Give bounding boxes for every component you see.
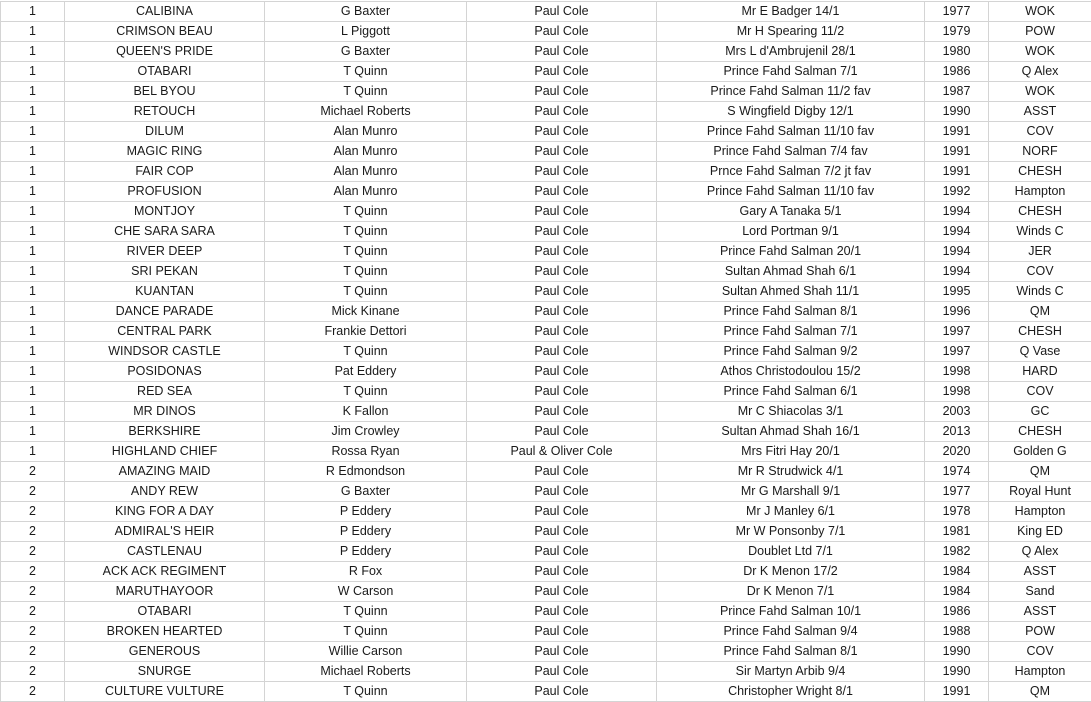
trainer-cell[interactable]: Paul Cole — [467, 682, 657, 702]
table-row — [1, 2, 1091, 22]
table-row — [1, 22, 1091, 42]
race-cell[interactable]: Hampton — [989, 182, 1091, 202]
table-row — [1, 382, 1091, 402]
owner-odds-cell[interactable]: Prince Fahd Salman 9/4 — [657, 622, 925, 642]
race-cell[interactable]: Golden G — [989, 442, 1091, 462]
horse-cell[interactable]: SNURGE — [65, 662, 265, 682]
place-cell[interactable]: 2 — [1, 682, 65, 702]
place-cell[interactable]: 1 — [1, 402, 65, 422]
jockey-cell[interactable]: K Fallon — [265, 402, 467, 422]
place-cell[interactable]: 1 — [1, 422, 65, 442]
place-cell[interactable]: 2 — [1, 522, 65, 542]
year-cell[interactable]: 1977 — [925, 482, 989, 502]
trainer-cell[interactable]: Paul Cole — [467, 162, 657, 182]
owner-odds-cell[interactable]: Sir Martyn Arbib 9/4 — [657, 662, 925, 682]
trainer-cell[interactable]: Paul Cole — [467, 142, 657, 162]
table-row — [1, 62, 1091, 82]
horse-cell[interactable]: KUANTAN — [65, 282, 265, 302]
year-cell[interactable]: 1994 — [925, 202, 989, 222]
owner-odds-cell[interactable]: Mr H Spearing 11/2 — [657, 22, 925, 42]
trainer-cell[interactable]: Paul Cole — [467, 62, 657, 82]
jockey-cell[interactable]: P Eddery — [265, 502, 467, 522]
year-cell[interactable]: 1991 — [925, 122, 989, 142]
table-row — [1, 122, 1091, 142]
table-row — [1, 442, 1091, 462]
table-body — [1, 2, 1091, 702]
trainer-cell[interactable]: Paul Cole — [467, 302, 657, 322]
owner-odds-cell[interactable]: Sultan Ahmad Shah 6/1 — [657, 262, 925, 282]
trainer-cell[interactable]: Paul Cole — [467, 582, 657, 602]
race-cell[interactable]: ASST — [989, 562, 1091, 582]
horse-cell[interactable]: RETOUCH — [65, 102, 265, 122]
trainer-cell[interactable]: Paul Cole — [467, 562, 657, 582]
jockey-cell[interactable]: Mick Kinane — [265, 302, 467, 322]
place-cell[interactable]: 1 — [1, 242, 65, 262]
trainer-cell[interactable]: Paul Cole — [467, 342, 657, 362]
horse-cell[interactable]: POSIDONAS — [65, 362, 265, 382]
place-cell[interactable]: 1 — [1, 222, 65, 242]
place-cell[interactable]: 2 — [1, 602, 65, 622]
race-cell[interactable]: Q Vase — [989, 342, 1091, 362]
jockey-cell[interactable]: R Edmondson — [265, 462, 467, 482]
trainer-cell[interactable]: Paul Cole — [467, 642, 657, 662]
table-row — [1, 622, 1091, 642]
jockey-cell[interactable]: G Baxter — [265, 482, 467, 502]
owner-odds-cell[interactable]: Mr C Shiacolas 3/1 — [657, 402, 925, 422]
jockey-cell[interactable]: Alan Munro — [265, 142, 467, 162]
horse-cell[interactable]: PROFUSION — [65, 182, 265, 202]
table-row — [1, 322, 1091, 342]
race-cell[interactable]: CHESH — [989, 202, 1091, 222]
trainer-cell[interactable]: Paul Cole — [467, 502, 657, 522]
owner-odds-cell[interactable]: Prince Fahd Salman 7/1 — [657, 62, 925, 82]
jockey-cell[interactable]: T Quinn — [265, 282, 467, 302]
place-cell[interactable]: 1 — [1, 442, 65, 462]
race-cell[interactable]: QM — [989, 462, 1091, 482]
table-row — [1, 422, 1091, 442]
race-cell[interactable]: CHESH — [989, 422, 1091, 442]
race-cell[interactable]: CHESH — [989, 162, 1091, 182]
table-row — [1, 662, 1091, 682]
horse-cell[interactable]: BEL BYOU — [65, 82, 265, 102]
place-cell[interactable]: 1 — [1, 362, 65, 382]
table-row — [1, 402, 1091, 422]
place-cell[interactable]: 2 — [1, 462, 65, 482]
horse-cell[interactable]: BERKSHIRE — [65, 422, 265, 442]
owner-odds-cell[interactable]: Athos Christodoulou 15/2 — [657, 362, 925, 382]
trainer-cell[interactable]: Paul Cole — [467, 542, 657, 562]
place-cell[interactable]: 1 — [1, 202, 65, 222]
jockey-cell[interactable]: Willie Carson — [265, 642, 467, 662]
race-cell[interactable]: King ED — [989, 522, 1091, 542]
race-cell[interactable]: GC — [989, 402, 1091, 422]
owner-odds-cell[interactable]: Prince Fahd Salman 7/1 — [657, 322, 925, 342]
trainer-cell[interactable]: Paul Cole — [467, 82, 657, 102]
horse-cell[interactable]: RED SEA — [65, 382, 265, 402]
owner-odds-cell[interactable]: Mr R Strudwick 4/1 — [657, 462, 925, 482]
table-row — [1, 582, 1091, 602]
jockey-cell[interactable]: Michael Roberts — [265, 102, 467, 122]
owner-odds-cell[interactable]: Christopher Wright 8/1 — [657, 682, 925, 702]
year-cell[interactable]: 1997 — [925, 322, 989, 342]
horse-cell[interactable]: CULTURE VULTURE — [65, 682, 265, 702]
race-cell[interactable]: ASST — [989, 602, 1091, 622]
jockey-cell[interactable]: W Carson — [265, 582, 467, 602]
owner-odds-cell[interactable]: Prnce Fahd Salman 7/2 jt fav — [657, 162, 925, 182]
trainer-cell[interactable]: Paul Cole — [467, 122, 657, 142]
table-row — [1, 542, 1091, 562]
race-cell[interactable]: COV — [989, 382, 1091, 402]
trainer-cell[interactable]: Paul Cole — [467, 602, 657, 622]
year-cell[interactable]: 1996 — [925, 302, 989, 322]
year-cell[interactable]: 1991 — [925, 142, 989, 162]
race-cell[interactable]: POW — [989, 22, 1091, 42]
year-cell[interactable]: 1994 — [925, 222, 989, 242]
trainer-cell[interactable]: Paul Cole — [467, 402, 657, 422]
race-cell[interactable]: Royal Hunt — [989, 482, 1091, 502]
table-row — [1, 302, 1091, 322]
race-cell[interactable]: Hampton — [989, 502, 1091, 522]
place-cell[interactable]: 2 — [1, 582, 65, 602]
table-row — [1, 342, 1091, 362]
jockey-cell[interactable]: T Quinn — [265, 262, 467, 282]
jockey-cell[interactable]: T Quinn — [265, 202, 467, 222]
place-cell[interactable]: 1 — [1, 22, 65, 42]
year-cell[interactable]: 1990 — [925, 662, 989, 682]
place-cell[interactable]: 2 — [1, 662, 65, 682]
year-cell[interactable]: 1990 — [925, 642, 989, 662]
place-cell[interactable]: 2 — [1, 642, 65, 662]
place-cell[interactable]: 1 — [1, 262, 65, 282]
place-cell[interactable]: 1 — [1, 42, 65, 62]
year-cell[interactable]: 1995 — [925, 282, 989, 302]
year-cell[interactable]: 1991 — [925, 162, 989, 182]
jockey-cell[interactable]: Rossa Ryan — [265, 442, 467, 462]
owner-odds-cell[interactable]: Mr W Ponsonby 7/1 — [657, 522, 925, 542]
jockey-cell[interactable]: T Quinn — [265, 622, 467, 642]
race-cell[interactable]: CHESH — [989, 322, 1091, 342]
table-row — [1, 462, 1091, 482]
trainer-cell[interactable]: Paul Cole — [467, 182, 657, 202]
table-row — [1, 182, 1091, 202]
year-cell[interactable]: 2013 — [925, 422, 989, 442]
year-cell[interactable]: 1990 — [925, 102, 989, 122]
horse-cell[interactable]: ANDY REW — [65, 482, 265, 502]
trainer-cell[interactable]: Paul Cole — [467, 242, 657, 262]
horse-cell[interactable]: OTABARI — [65, 62, 265, 82]
year-cell[interactable]: 1992 — [925, 182, 989, 202]
horse-cell[interactable]: CHE SARA SARA — [65, 222, 265, 242]
table-row — [1, 282, 1091, 302]
horse-cell[interactable]: SRI PEKAN — [65, 262, 265, 282]
race-cell[interactable]: Sand — [989, 582, 1091, 602]
year-cell[interactable]: 1974 — [925, 462, 989, 482]
jockey-cell[interactable]: T Quinn — [265, 82, 467, 102]
horse-cell[interactable]: CENTRAL PARK — [65, 322, 265, 342]
race-cell[interactable]: Q Alex — [989, 542, 1091, 562]
results-table — [0, 1, 1091, 702]
trainer-cell[interactable]: Paul Cole — [467, 382, 657, 402]
owner-odds-cell[interactable]: Prince Fahd Salman 6/1 — [657, 382, 925, 402]
trainer-cell[interactable]: Paul Cole — [467, 2, 657, 22]
owner-odds-cell[interactable]: Prince Fahd Salman 11/2 fav — [657, 82, 925, 102]
trainer-cell[interactable]: Paul Cole — [467, 462, 657, 482]
year-cell[interactable]: 1984 — [925, 582, 989, 602]
year-cell[interactable]: 1988 — [925, 622, 989, 642]
trainer-cell[interactable]: Paul & Oliver Cole — [467, 442, 657, 462]
year-cell[interactable]: 1978 — [925, 502, 989, 522]
horse-cell[interactable]: FAIR COP — [65, 162, 265, 182]
trainer-cell[interactable]: Paul Cole — [467, 222, 657, 242]
year-cell[interactable]: 1982 — [925, 542, 989, 562]
trainer-cell[interactable]: Paul Cole — [467, 482, 657, 502]
horse-cell[interactable]: QUEEN'S PRIDE — [65, 42, 265, 62]
jockey-cell[interactable]: T Quinn — [265, 382, 467, 402]
horse-cell[interactable]: MARUTHAYOOR — [65, 582, 265, 602]
jockey-cell[interactable]: Michael Roberts — [265, 662, 467, 682]
race-cell[interactable]: Q Alex — [989, 62, 1091, 82]
table-row — [1, 502, 1091, 522]
place-cell[interactable]: 2 — [1, 622, 65, 642]
table-row — [1, 482, 1091, 502]
jockey-cell[interactable]: Jim Crowley — [265, 422, 467, 442]
jockey-cell[interactable]: P Eddery — [265, 542, 467, 562]
owner-odds-cell[interactable]: Lord Portman 9/1 — [657, 222, 925, 242]
place-cell[interactable]: 1 — [1, 162, 65, 182]
year-cell[interactable]: 1980 — [925, 42, 989, 62]
table-row — [1, 102, 1091, 122]
race-cell[interactable]: COV — [989, 122, 1091, 142]
table-row — [1, 262, 1091, 282]
jockey-cell[interactable]: Pat Eddery — [265, 362, 467, 382]
jockey-cell[interactable]: Alan Munro — [265, 122, 467, 142]
owner-odds-cell[interactable]: Prince Fahd Salman 10/1 — [657, 602, 925, 622]
trainer-cell[interactable]: Paul Cole — [467, 262, 657, 282]
place-cell[interactable]: 2 — [1, 482, 65, 502]
place-cell[interactable]: 2 — [1, 502, 65, 522]
owner-odds-cell[interactable]: Prince Fahd Salman 7/4 fav — [657, 142, 925, 162]
table-row — [1, 642, 1091, 662]
place-cell[interactable]: 1 — [1, 2, 65, 22]
place-cell[interactable]: 1 — [1, 182, 65, 202]
owner-odds-cell[interactable]: Prince Fahd Salman 20/1 — [657, 242, 925, 262]
jockey-cell[interactable]: Alan Munro — [265, 162, 467, 182]
owner-odds-cell[interactable]: Dr K Menon 17/2 — [657, 562, 925, 582]
race-cell[interactable]: POW — [989, 622, 1091, 642]
table-row — [1, 162, 1091, 182]
horse-cell[interactable]: DILUM — [65, 122, 265, 142]
table-row — [1, 242, 1091, 262]
owner-odds-cell[interactable]: Gary A Tanaka 5/1 — [657, 202, 925, 222]
table-row — [1, 682, 1091, 702]
owner-odds-cell[interactable]: Prince Fahd Salman 9/2 — [657, 342, 925, 362]
jockey-cell[interactable]: T Quinn — [265, 342, 467, 362]
place-cell[interactable]: 1 — [1, 82, 65, 102]
owner-odds-cell[interactable]: S Wingfield Digby 12/1 — [657, 102, 925, 122]
horse-cell[interactable]: DANCE PARADE — [65, 302, 265, 322]
place-cell[interactable]: 2 — [1, 562, 65, 582]
place-cell[interactable]: 1 — [1, 382, 65, 402]
jockey-cell[interactable]: T Quinn — [265, 242, 467, 262]
year-cell[interactable]: 1998 — [925, 362, 989, 382]
table-row — [1, 42, 1091, 62]
jockey-cell[interactable]: G Baxter — [265, 2, 467, 22]
horse-cell[interactable]: CASTLENAU — [65, 542, 265, 562]
horse-cell[interactable]: MONTJOY — [65, 202, 265, 222]
year-cell[interactable]: 2003 — [925, 402, 989, 422]
owner-odds-cell[interactable]: Prince Fahd Salman 8/1 — [657, 642, 925, 662]
race-cell[interactable]: ASST — [989, 102, 1091, 122]
race-cell[interactable]: WOK — [989, 42, 1091, 62]
race-cell[interactable]: NORF — [989, 142, 1091, 162]
table-row — [1, 142, 1091, 162]
trainer-cell[interactable]: Paul Cole — [467, 282, 657, 302]
year-cell[interactable]: 1986 — [925, 62, 989, 82]
horse-cell[interactable]: GENEROUS — [65, 642, 265, 662]
owner-odds-cell[interactable]: Prince Fahd Salman 8/1 — [657, 302, 925, 322]
year-cell[interactable]: 1997 — [925, 342, 989, 362]
place-cell[interactable]: 1 — [1, 122, 65, 142]
owner-odds-cell[interactable]: Mr G Marshall 9/1 — [657, 482, 925, 502]
table-row — [1, 222, 1091, 242]
horse-cell[interactable]: ADMIRAL'S HEIR — [65, 522, 265, 542]
race-cell[interactable]: COV — [989, 262, 1091, 282]
race-cell[interactable]: JER — [989, 242, 1091, 262]
owner-odds-cell[interactable]: Doublet Ltd 7/1 — [657, 542, 925, 562]
owner-odds-cell[interactable]: Sultan Ahmed Shah 11/1 — [657, 282, 925, 302]
trainer-cell[interactable]: Paul Cole — [467, 202, 657, 222]
horse-cell[interactable]: AMAZING MAID — [65, 462, 265, 482]
place-cell[interactable]: 1 — [1, 142, 65, 162]
jockey-cell[interactable]: G Baxter — [265, 42, 467, 62]
horse-cell[interactable]: MR DINOS — [65, 402, 265, 422]
trainer-cell[interactable]: Paul Cole — [467, 22, 657, 42]
trainer-cell[interactable]: Paul Cole — [467, 622, 657, 642]
race-cell[interactable]: Hampton — [989, 662, 1091, 682]
jockey-cell[interactable]: Frankie Dettori — [265, 322, 467, 342]
owner-odds-cell[interactable]: Mrs Fitri Hay 20/1 — [657, 442, 925, 462]
horse-cell[interactable]: ACK ACK REGIMENT — [65, 562, 265, 582]
trainer-cell[interactable]: Paul Cole — [467, 42, 657, 62]
jockey-cell[interactable]: P Eddery — [265, 522, 467, 542]
year-cell[interactable]: 1991 — [925, 682, 989, 702]
owner-odds-cell[interactable]: Sultan Ahmad Shah 16/1 — [657, 422, 925, 442]
race-cell[interactable]: HARD — [989, 362, 1091, 382]
year-cell[interactable]: 1994 — [925, 242, 989, 262]
jockey-cell[interactable]: T Quinn — [265, 222, 467, 242]
owner-odds-cell[interactable]: Mr J Manley 6/1 — [657, 502, 925, 522]
race-cell[interactable]: COV — [989, 642, 1091, 662]
place-cell[interactable]: 1 — [1, 342, 65, 362]
place-cell[interactable]: 2 — [1, 542, 65, 562]
year-cell[interactable]: 1984 — [925, 562, 989, 582]
table-row — [1, 202, 1091, 222]
table-row — [1, 522, 1091, 542]
horse-cell[interactable]: HIGHLAND CHIEF — [65, 442, 265, 462]
horse-cell[interactable]: BROKEN HEARTED — [65, 622, 265, 642]
jockey-cell[interactable]: Alan Munro — [265, 182, 467, 202]
horse-cell[interactable]: OTABARI — [65, 602, 265, 622]
year-cell[interactable]: 1986 — [925, 602, 989, 622]
trainer-cell[interactable]: Paul Cole — [467, 322, 657, 342]
trainer-cell[interactable]: Paul Cole — [467, 662, 657, 682]
year-cell[interactable]: 1979 — [925, 22, 989, 42]
horse-cell[interactable]: WINDSOR CASTLE — [65, 342, 265, 362]
year-cell[interactable]: 1994 — [925, 262, 989, 282]
horse-cell[interactable]: KING FOR A DAY — [65, 502, 265, 522]
year-cell[interactable]: 1998 — [925, 382, 989, 402]
place-cell[interactable]: 1 — [1, 102, 65, 122]
trainer-cell[interactable]: Paul Cole — [467, 362, 657, 382]
jockey-cell[interactable]: T Quinn — [265, 682, 467, 702]
race-cell[interactable]: QM — [989, 682, 1091, 702]
table-row — [1, 562, 1091, 582]
race-cell[interactable]: QM — [989, 302, 1091, 322]
place-cell[interactable]: 1 — [1, 62, 65, 82]
year-cell[interactable]: 1981 — [925, 522, 989, 542]
owner-odds-cell[interactable]: Mr E Badger 14/1 — [657, 2, 925, 22]
horse-cell[interactable]: CRIMSON BEAU — [65, 22, 265, 42]
trainer-cell[interactable]: Paul Cole — [467, 422, 657, 442]
place-cell[interactable]: 1 — [1, 322, 65, 342]
trainer-cell[interactable]: Paul Cole — [467, 102, 657, 122]
trainer-cell[interactable]: Paul Cole — [467, 522, 657, 542]
horse-cell[interactable]: CALIBINA — [65, 2, 265, 22]
horse-cell[interactable]: MAGIC RING — [65, 142, 265, 162]
owner-odds-cell[interactable]: Prince Fahd Salman 11/10 fav — [657, 182, 925, 202]
race-cell[interactable]: WOK — [989, 2, 1091, 22]
table-row — [1, 82, 1091, 102]
year-cell[interactable]: 1977 — [925, 2, 989, 22]
jockey-cell[interactable]: T Quinn — [265, 62, 467, 82]
owner-odds-cell[interactable]: Dr K Menon 7/1 — [657, 582, 925, 602]
horse-cell[interactable]: RIVER DEEP — [65, 242, 265, 262]
race-cell[interactable]: Winds C — [989, 282, 1091, 302]
jockey-cell[interactable]: L Piggott — [265, 22, 467, 42]
year-cell[interactable]: 2020 — [925, 442, 989, 462]
table-row — [1, 362, 1091, 382]
owner-odds-cell[interactable]: Mrs L d'Ambrujenil 28/1 — [657, 42, 925, 62]
place-cell[interactable]: 1 — [1, 282, 65, 302]
place-cell[interactable]: 1 — [1, 302, 65, 322]
table-row — [1, 602, 1091, 622]
owner-odds-cell[interactable]: Prince Fahd Salman 11/10 fav — [657, 122, 925, 142]
jockey-cell[interactable]: R Fox — [265, 562, 467, 582]
race-cell[interactable]: Winds C — [989, 222, 1091, 242]
jockey-cell[interactable]: T Quinn — [265, 602, 467, 622]
race-cell[interactable]: WOK — [989, 82, 1091, 102]
year-cell[interactable]: 1987 — [925, 82, 989, 102]
